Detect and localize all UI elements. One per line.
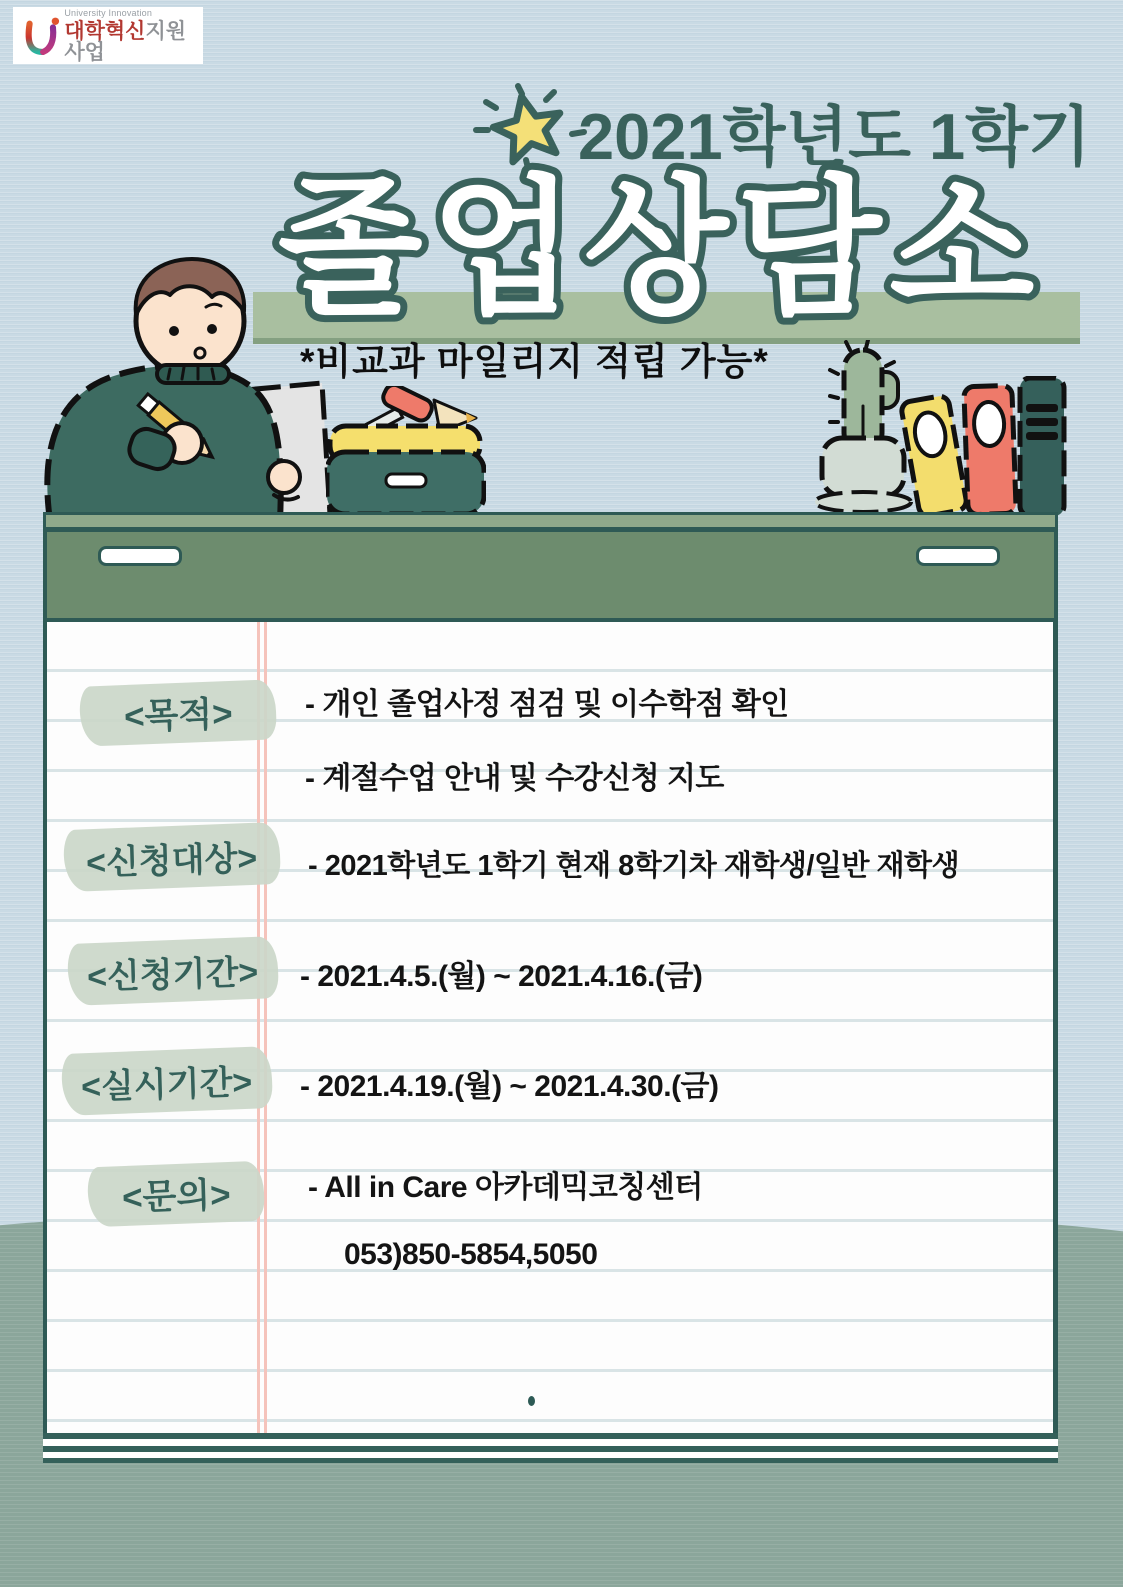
section-label-application-period: <신청기간> — [67, 936, 279, 1006]
university-logo-icon — [21, 10, 60, 62]
eligibility-line-1: - 2021학년도 1학기 현재 8학기차 재학생/일반 재학생 — [308, 850, 960, 882]
drawer-handle-left — [98, 546, 182, 566]
application-period-line-1: - 2021.4.5.(월) ~ 2021.4.16.(금) — [300, 960, 703, 993]
section-label-eligibility: <신청대상> — [63, 822, 281, 892]
logo-text — [64, 9, 203, 63]
section-label-operation-period: <실시기간> — [61, 1046, 273, 1116]
logo-name-primary: 대학혁신 — [64, 19, 146, 43]
contact-line-1: - All in Care 아카데믹코칭센터 — [308, 1171, 703, 1204]
pencil-case-illustration — [326, 386, 486, 518]
notebook-page-edges — [43, 1433, 1058, 1463]
logo-name — [64, 21, 203, 63]
semester-title: 2021학년도 1학기 — [578, 100, 1091, 173]
subtitle-note: *비교과 마일리지 적립 가능* — [300, 341, 769, 382]
main-title-text: 졸업상담소 — [277, 164, 1043, 332]
desk-drawer — [43, 528, 1058, 622]
operation-period-line-1: - 2021.4.19.(월) ~ 2021.4.30.(금) — [300, 1070, 719, 1103]
desk-top — [43, 512, 1058, 530]
books-illustration — [898, 376, 1070, 518]
ink-dot — [528, 1396, 535, 1406]
section-label-purpose: <목적> — [79, 679, 277, 746]
contact-phone: 053)850-5854,5050 — [344, 1238, 598, 1271]
notebook-paper — [43, 622, 1058, 1433]
student-illustration — [22, 243, 337, 523]
purpose-line-1: - 개인 졸업사정 점검 및 이수학점 확인 — [305, 688, 789, 721]
logo-name-secondary: 지원사업 — [64, 19, 187, 64]
section-label-contact: <문의> — [87, 1161, 265, 1228]
purpose-line-2: - 계절수업 안내 및 수강신청 지도 — [305, 762, 724, 795]
logo-tagline: University Innovation — [64, 7, 153, 18]
university-innovation-logo — [13, 7, 203, 64]
drawer-handle-right — [916, 546, 1000, 566]
desk — [43, 512, 1058, 622]
